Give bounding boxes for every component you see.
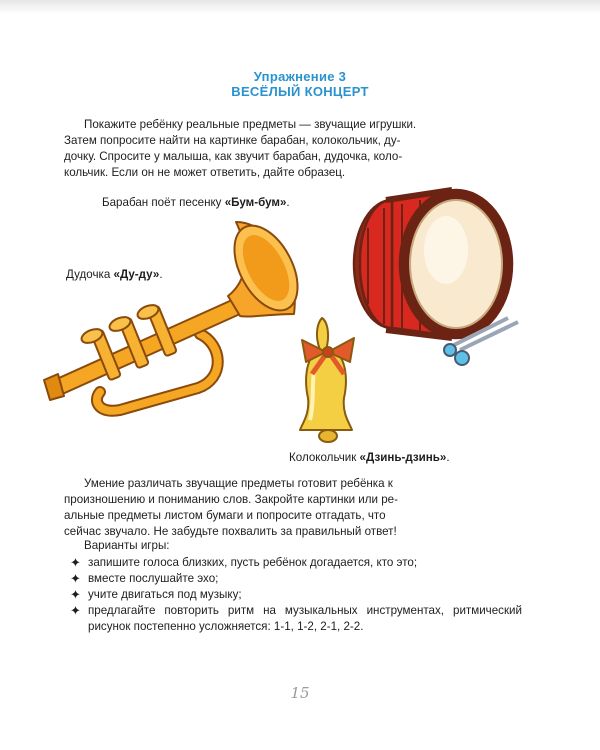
bullet-star-icon: ✦ xyxy=(70,555,81,570)
variants-list xyxy=(70,555,522,635)
page-number: 15 xyxy=(290,684,310,702)
drum-caption: Барабан поёт песенку «Бум-бум». xyxy=(102,196,290,209)
drum-sound: «Бум-бум» xyxy=(224,196,287,209)
list-item: ✦ учите двигаться под музыку; xyxy=(70,587,242,602)
intro-line: дочку. Спросите у малыша, как звучит барабан, дудочка, коло- xyxy=(64,150,403,163)
explanation-line: Умение различать звучащие предметы готовит ребёнка к xyxy=(84,477,393,490)
bullet-star-icon: ✦ xyxy=(70,587,81,602)
bell-sound: «Дзинь-дзинь» xyxy=(359,451,447,464)
trumpet-caption: Дудочка «Ду-ду». xyxy=(66,268,163,281)
intro-line: кольчик. Если он не может ответить, дайте образец. xyxy=(64,166,346,179)
explanation-paragraph xyxy=(64,476,520,540)
explanation-line: сейчас звучало. Не забудьте похвалить за правильный ответ! xyxy=(64,525,397,538)
list-item: ✦ предлагайте повторить ритм на музыкальных инструментах, ритмический рисунок постепенно усложняется: 1-1, 1-2, 2-1, 2-2. xyxy=(70,603,522,633)
bell-caption: Колокольчик «Дзинь-дзинь». xyxy=(289,451,450,464)
intro-line: Покажите ребёнку реальные предметы — звучащие игрушки. xyxy=(84,118,417,131)
list-item: ✦ запишите голоса близких, пусть ребёнок догадается, кто это; xyxy=(70,555,418,570)
variants-label: Варианты игры: xyxy=(84,539,170,552)
trumpet-sound: «Ду-ду» xyxy=(113,268,160,281)
bullet-star-icon: ✦ xyxy=(70,571,81,586)
exercise-title: ВЕСЁЛЫЙ КОНЦЕРТ xyxy=(231,84,369,99)
exercise-number: Упражнение 3 xyxy=(253,69,347,84)
intro-line: Затем попросите найти на картинке барабан, колокольчик, ду- xyxy=(64,134,401,147)
list-item: ✦ вместе послушайте эхо; xyxy=(70,571,219,586)
intro-paragraph xyxy=(64,117,520,181)
page-top-shadow xyxy=(0,0,600,14)
bullet-star-icon: ✦ xyxy=(70,603,81,618)
explanation-line: альные предметы листом бумаги и попросите отгадать, что xyxy=(64,509,386,522)
explanation-line: произношению и пониманию слов. Закройте картинки или ре- xyxy=(64,493,398,506)
